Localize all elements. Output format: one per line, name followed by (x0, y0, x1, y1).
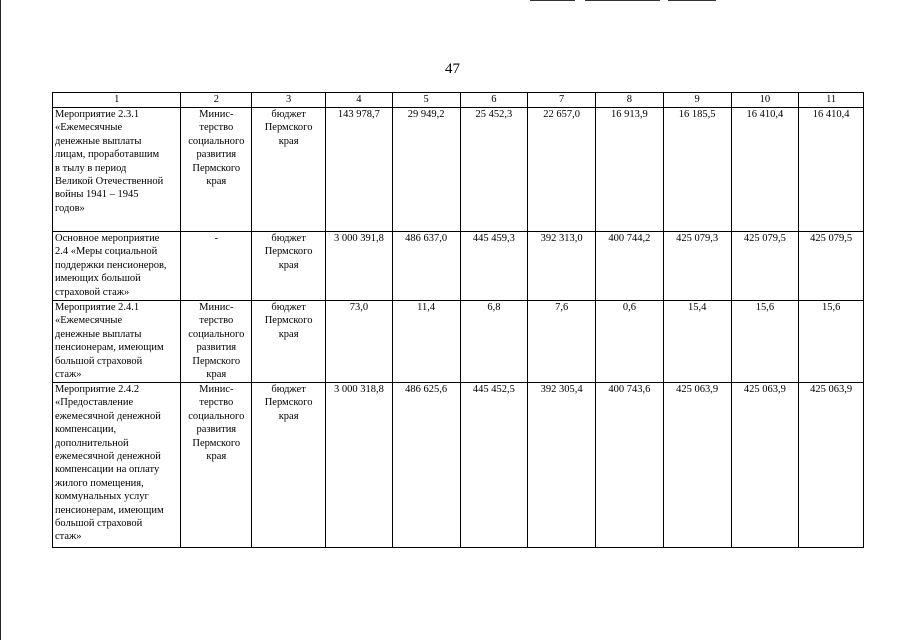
value-cell-col-11: 16 410,4 (799, 108, 864, 232)
scan-edge-left (0, 0, 1, 640)
cell-line: терство (199, 122, 234, 134)
cell-line: войны 1941 – 1945 (55, 189, 139, 201)
value-cell-col-9: 425 063,9 (663, 383, 731, 548)
funding-source-cell (252, 383, 326, 548)
activity-name-cell (53, 383, 181, 548)
value-cell-col-8: 16 913,9 (596, 108, 664, 232)
value-cell-col-4: 3 000 391,8 (326, 232, 393, 301)
cell-line: края (278, 135, 299, 147)
cell-line: Пермского (264, 246, 313, 258)
table-row (53, 108, 864, 232)
cell-line: бюджет (271, 233, 306, 244)
cell-line: ежемесячной денежной (55, 410, 161, 422)
cell-line: Пермского (192, 437, 241, 449)
header-cell-3: 3 (252, 93, 326, 108)
cell-line: пенсионерам, имеющим (55, 504, 164, 516)
cell-line: социального (188, 135, 245, 147)
header-cell-2: 2 (181, 93, 252, 108)
cell-line: Великой Отечественной (55, 176, 164, 188)
cell-line: Пермского (264, 397, 313, 409)
cell-line: пенсионерам, имеющим (55, 342, 164, 354)
executor-cell (181, 108, 252, 232)
header-cell-10: 10 (731, 93, 799, 108)
header-cell-5: 5 (392, 93, 460, 108)
cell-line: большой страховой (55, 355, 143, 367)
value-cell-col-10: 15,6 (731, 301, 799, 383)
cell-line: «Ежемесячные (55, 315, 123, 327)
header-cell-9: 9 (663, 93, 731, 108)
cell-line: поддержки пенсионеров, (55, 259, 167, 271)
cell-line: края (278, 328, 299, 340)
cell-line: бюджет (271, 384, 306, 395)
cell-line: имеющих большой (55, 273, 141, 285)
executor-cell (181, 383, 252, 548)
scan-mark (530, 0, 575, 1)
cell-line: Минис- (199, 384, 234, 395)
cell-line: компенсации на оплату (55, 464, 160, 476)
cell-line: края (278, 259, 299, 271)
cell-line: денежные выплаты (55, 328, 142, 340)
value-cell-col-6: 25 452,3 (460, 108, 528, 232)
value-cell-col-8: 400 743,6 (596, 383, 664, 548)
value-cell-col-7: 392 305,4 (528, 383, 596, 548)
header-cell-11: 11 (799, 93, 864, 108)
funding-source-cell (252, 232, 326, 301)
cell-line: Мероприятие 2.3.1 (55, 109, 140, 120)
table-row (53, 301, 864, 383)
cell-line: годов» (55, 202, 85, 214)
page-number: 47 (445, 61, 460, 77)
value-cell-col-5: 29 949,2 (392, 108, 460, 232)
header-cell-4: 4 (326, 93, 393, 108)
executor-cell (181, 301, 252, 383)
value-cell-col-8: 400 744,2 (596, 232, 664, 301)
cell-line: развития (196, 342, 237, 354)
activity-name-cell (53, 108, 181, 232)
value-cell-col-10: 425 079,5 (731, 232, 799, 301)
cell-line: социального (188, 410, 245, 422)
header-cell-6: 6 (460, 93, 528, 108)
value-cell-col-5: 486 637,0 (392, 232, 460, 301)
cell-line: Пермского (264, 315, 313, 327)
funding-source-cell (252, 301, 326, 383)
value-cell-col-5: 486 625,6 (392, 383, 460, 548)
cell-line: «Предоставление (55, 397, 134, 409)
value-cell-col-6: 445 459,3 (460, 232, 528, 301)
cell-line: страховой стаж» (55, 286, 130, 298)
header-cell-7: 7 (528, 93, 596, 108)
value-cell-col-10: 16 410,4 (731, 108, 799, 232)
cell-line: Минис- (199, 109, 234, 120)
cell-line: бюджет (271, 302, 306, 313)
cell-line: коммунальных услуг (55, 491, 149, 503)
cell-line: края (206, 176, 227, 188)
value-cell-col-4: 3 000 318,8 (326, 383, 393, 548)
value-cell-col-4: 73,0 (326, 301, 393, 383)
value-cell-col-4: 143 978,7 (326, 108, 393, 232)
budget-table (52, 92, 864, 548)
cell-line: бюджет (271, 109, 306, 120)
executor-cell (181, 232, 252, 301)
cell-line: 2.4 «Меры социальной (55, 246, 158, 258)
cell-line: развития (196, 424, 237, 436)
cell-line: Пермского (192, 162, 241, 174)
cell-line: Пермского (192, 355, 241, 367)
cell-line: развития (196, 149, 237, 161)
value-cell-col-9: 425 079,3 (663, 232, 731, 301)
cell-line: края (278, 410, 299, 422)
value-cell-col-9: 16 185,5 (663, 108, 731, 232)
value-cell-col-11: 425 079,5 (799, 232, 864, 301)
cell-line: жилого помещения, (55, 477, 144, 489)
value-cell-col-8: 0,6 (596, 301, 664, 383)
value-cell-col-7: 7,6 (528, 301, 596, 383)
value-cell-col-5: 11,4 (392, 301, 460, 383)
cell-line: дополнительной (55, 437, 129, 449)
header-cell-8: 8 (596, 93, 664, 108)
value-cell-col-10: 425 063,9 (731, 383, 799, 548)
scan-mark (585, 0, 660, 1)
value-cell-col-6: 445 452,5 (460, 383, 528, 548)
header-cell-1: 1 (53, 93, 181, 108)
funding-source-cell (252, 108, 326, 232)
activity-name-cell (53, 232, 181, 301)
value-cell-col-6: 6,8 (460, 301, 528, 383)
cell-line: компенсации, (55, 424, 117, 436)
cell-line: Пермского (264, 122, 313, 134)
value-cell-col-7: 392 313,0 (528, 232, 596, 301)
cell-line: Минис- (199, 302, 234, 313)
cell-line: терство (199, 397, 234, 409)
cell-line: края (206, 451, 227, 463)
cell-line: Мероприятие 2.4.1 (55, 302, 140, 313)
table-row (53, 232, 864, 301)
cell-line: края (206, 369, 227, 381)
value-cell-col-7: 22 657,0 (528, 108, 596, 232)
table-row (53, 383, 864, 548)
cell-line: стаж» (55, 369, 82, 381)
cell-line: терство (199, 315, 234, 327)
cell-line: большой страховой (55, 518, 143, 530)
cell-line: «Ежемесячные (55, 122, 123, 134)
cell-line: в тылу в период (55, 162, 127, 174)
cell-line: стаж» (55, 531, 82, 543)
cell-line: ежемесячной денежной (55, 451, 161, 463)
value-cell-col-11: 15,6 (799, 301, 864, 383)
cell-line: Мероприятие 2.4.2 (55, 384, 140, 395)
activity-name-cell (53, 301, 181, 383)
cell-line: лицам, проработавшим (55, 149, 160, 161)
table-header-row (53, 93, 864, 108)
scan-mark (668, 0, 716, 1)
cell-line: денежные выплаты (55, 135, 142, 147)
cell-line: социального (188, 328, 245, 340)
value-cell-col-9: 15,4 (663, 301, 731, 383)
cell-line: - (214, 233, 219, 244)
cell-line: Основное мероприятие (55, 233, 160, 244)
value-cell-col-11: 425 063,9 (799, 383, 864, 548)
